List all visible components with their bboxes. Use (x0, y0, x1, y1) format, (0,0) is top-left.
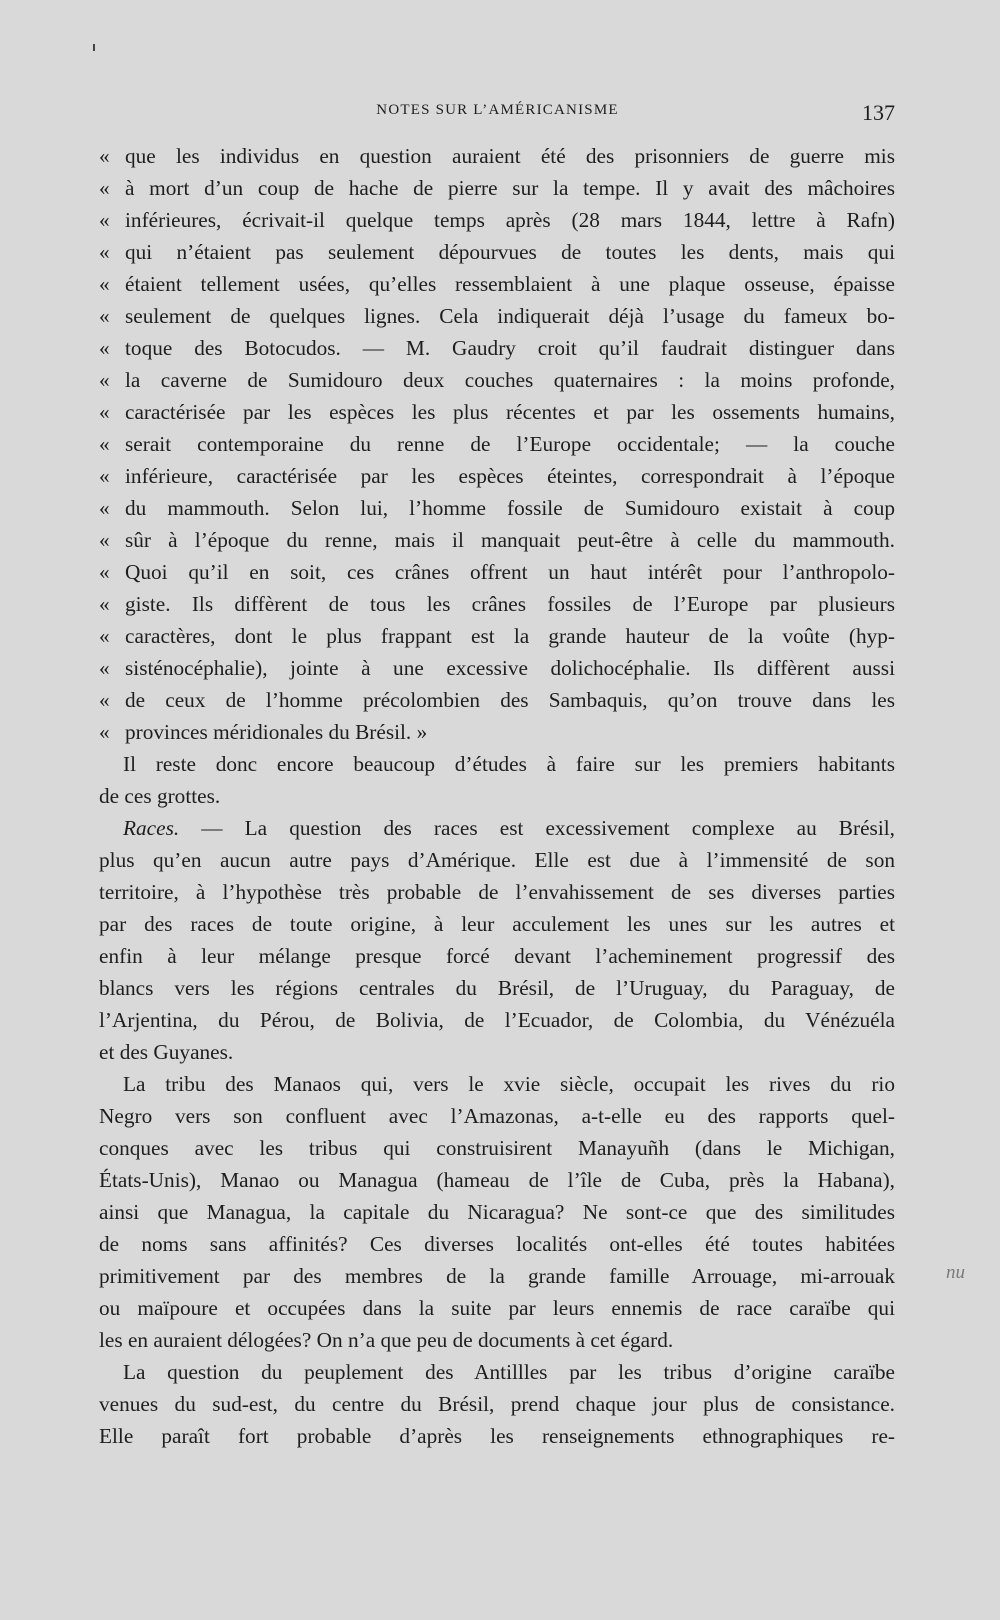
text-line (99, 556, 895, 588)
quote-mark: « (99, 528, 110, 552)
text-line (99, 1356, 895, 1388)
page-number: 137 (862, 100, 895, 125)
text-line (99, 716, 895, 748)
line-text: les en auraient délogées? On n’a que peu de documents à cet égard. (99, 1328, 674, 1352)
text-line (99, 908, 895, 940)
line-text: serait contemporaine du renne de l’Europe occidentale; — la couche (125, 432, 895, 456)
text-line (99, 460, 895, 492)
quote-mark: « (99, 624, 110, 648)
quote-mark: « (99, 560, 110, 584)
running-head (100, 100, 895, 126)
text-line (99, 1324, 895, 1356)
text-line (99, 748, 895, 780)
quote-mark: « (99, 496, 110, 520)
line-text: ainsi que Managua, la capitale du Nicaragua? Ne sont-ce que des similitudes (99, 1200, 895, 1224)
quote-mark: « (99, 240, 110, 264)
line-text: caractères, dont le plus frappant est la grande hauteur de la voûte (hyp- (125, 624, 895, 648)
text-line (99, 684, 895, 716)
text-line (99, 812, 895, 844)
quote-mark: « (99, 304, 110, 328)
line-text: États-Unis), Manao ou Managua (hameau de l’île de Cuba, près la Habana), (99, 1168, 895, 1192)
ink-speck (93, 44, 95, 51)
line-text: La tribu des Manaos qui, vers le xvie siècle, occupait les rives du rio (123, 1072, 895, 1096)
line-text: qui n’étaient pas seulement dépourvues de toutes les dents, mais qui (125, 240, 895, 264)
quote-mark: « (99, 688, 110, 712)
running-title: NOTES SUR L’AMÉRICANISME (376, 102, 619, 118)
quote-mark: « (99, 176, 110, 200)
line-text: du mammouth. Selon lui, l’homme fossile de Sumidouro existait à coup (125, 496, 895, 520)
line-text: que les individus en question auraient été des prisonniers de guerre mis (125, 144, 895, 168)
quote-mark: « (99, 208, 110, 232)
section-heading: Races. (123, 816, 180, 840)
text-line (99, 1420, 895, 1452)
text-line (99, 396, 895, 428)
line-text: à mort d’un coup de hache de pierre sur la tempe. Il y avait des mâchoires (125, 176, 895, 200)
text-line (99, 620, 895, 652)
margin-annotation: nu (946, 1262, 965, 1283)
line-text: l’Arjentina, du Pérou, de Bolivia, de l’Ecuador, de Colombia, du Vénézuéla (99, 1008, 895, 1032)
line-text: sisténocéphalie), jointe à une excessive dolichocéphalie. Ils diffèrent aussi (125, 656, 895, 680)
text-line (99, 1132, 895, 1164)
line-text-rest: — La question des races est excessivement complexe au Brésil, (179, 816, 895, 840)
body-text (99, 140, 895, 1452)
quote-mark: « (99, 656, 110, 680)
line-text: toque des Botocudos. — M. Gaudry croit qu’il faudrait distinguer dans (125, 336, 895, 360)
line-text: Elle paraît fort probable d’après les renseignements ethnographiques re- (99, 1424, 895, 1448)
text-line (99, 204, 895, 236)
quote-mark: « (99, 272, 110, 296)
line-text: provinces méridionales du Brésil. » (125, 720, 428, 744)
text-line (99, 876, 895, 908)
line-text: et des Guyanes. (99, 1040, 234, 1064)
line-text (99, 812, 895, 844)
line-text: conques avec les tribus qui construisirent Manayuñh (dans le Michigan, (99, 1136, 895, 1160)
line-text: enfin à leur mélange presque forcé devant l’acheminement progressif des (99, 944, 895, 968)
line-text: ou maïpoure et occupées dans la suite par leurs ennemis de race caraïbe qui (99, 1296, 895, 1320)
text-line (99, 1068, 895, 1100)
text-line (99, 1004, 895, 1036)
quote-mark: « (99, 144, 110, 168)
text-line (99, 428, 895, 460)
line-text: de noms sans affinités? Ces diverses localités ont-elles été toutes habitées (99, 1232, 895, 1256)
line-text: inférieures, écrivait-il quelque temps après (28 mars 1844, lettre à Rafn) (125, 208, 895, 232)
line-text: Il reste donc encore beaucoup d’études à faire sur les premiers habitants (123, 752, 895, 776)
line-text: venues du sud-est, du centre du Brésil, prend chaque jour plus de consistance. (99, 1392, 895, 1416)
line-text: par des races de toute origine, à leur acculement les unes sur les autres et (99, 912, 895, 936)
text-line (99, 492, 895, 524)
text-line (99, 268, 895, 300)
line-text: plus qu’en aucun autre pays d’Amérique. Elle est due à l’immensité de son (99, 848, 895, 872)
line-text: primitivement par des membres de la grande famille Arrouage, mi-arrouak (99, 1264, 895, 1288)
text-line (99, 172, 895, 204)
line-text: sûr à l’époque du renne, mais il manquait peut-être à celle du mammouth. (125, 528, 895, 552)
text-line (99, 1292, 895, 1324)
text-line (99, 588, 895, 620)
quote-mark: « (99, 432, 110, 456)
text-line (99, 300, 895, 332)
text-line (99, 1036, 895, 1068)
quote-mark: « (99, 464, 110, 488)
text-line (99, 332, 895, 364)
line-text: La question du peuplement des Antillles par les tribus d’origine caraïbe (123, 1360, 895, 1384)
line-text: de ceux de l’homme précolombien des Sambaquis, qu’on trouve dans les (125, 688, 895, 712)
line-text: Negro vers son confluent avec l’Amazonas, a-t-elle eu des rapports quel- (99, 1104, 895, 1128)
quote-mark: « (99, 400, 110, 424)
line-text: seulement de quelques lignes. Cela indiquerait déjà l’usage du fameux bo- (125, 304, 895, 328)
text-line (99, 524, 895, 556)
line-text: territoire, à l’hypothèse très probable de l’envahissement de ses diverses parties (99, 880, 895, 904)
line-text: blancs vers les régions centrales du Brésil, de l’Uruguay, du Paraguay, de (99, 976, 895, 1000)
text-line (99, 1196, 895, 1228)
text-line (99, 1100, 895, 1132)
text-line (99, 1388, 895, 1420)
quote-mark: « (99, 336, 110, 360)
text-line (99, 940, 895, 972)
quote-mark: « (99, 720, 110, 744)
line-text: inférieure, caractérisée par les espèces éteintes, correspondrait à l’époque (125, 464, 895, 488)
text-line (99, 364, 895, 396)
text-line (99, 972, 895, 1004)
quote-mark: « (99, 592, 110, 616)
line-text: la caverne de Sumidouro deux couches quaternaires : la moins profonde, (125, 368, 895, 392)
line-text: étaient tellement usées, qu’elles ressemblaient à une plaque osseuse, épaisse (125, 272, 895, 296)
text-line (99, 780, 895, 812)
quote-mark: « (99, 368, 110, 392)
line-text: Quoi qu’il en soit, ces crânes offrent un haut intérêt pour l’anthropolo- (125, 560, 895, 584)
text-line (99, 652, 895, 684)
text-line (99, 1164, 895, 1196)
text-line (99, 1260, 895, 1292)
text-line (99, 1228, 895, 1260)
line-text: giste. Ils diffèrent de tous les crânes fossiles de l’Europe par plusieurs (125, 592, 895, 616)
text-line (99, 236, 895, 268)
line-text: caractérisée par les espèces les plus récentes et par les ossements humains, (125, 400, 895, 424)
line-text: de ces grottes. (99, 784, 221, 808)
text-line (99, 844, 895, 876)
text-line (99, 140, 895, 172)
